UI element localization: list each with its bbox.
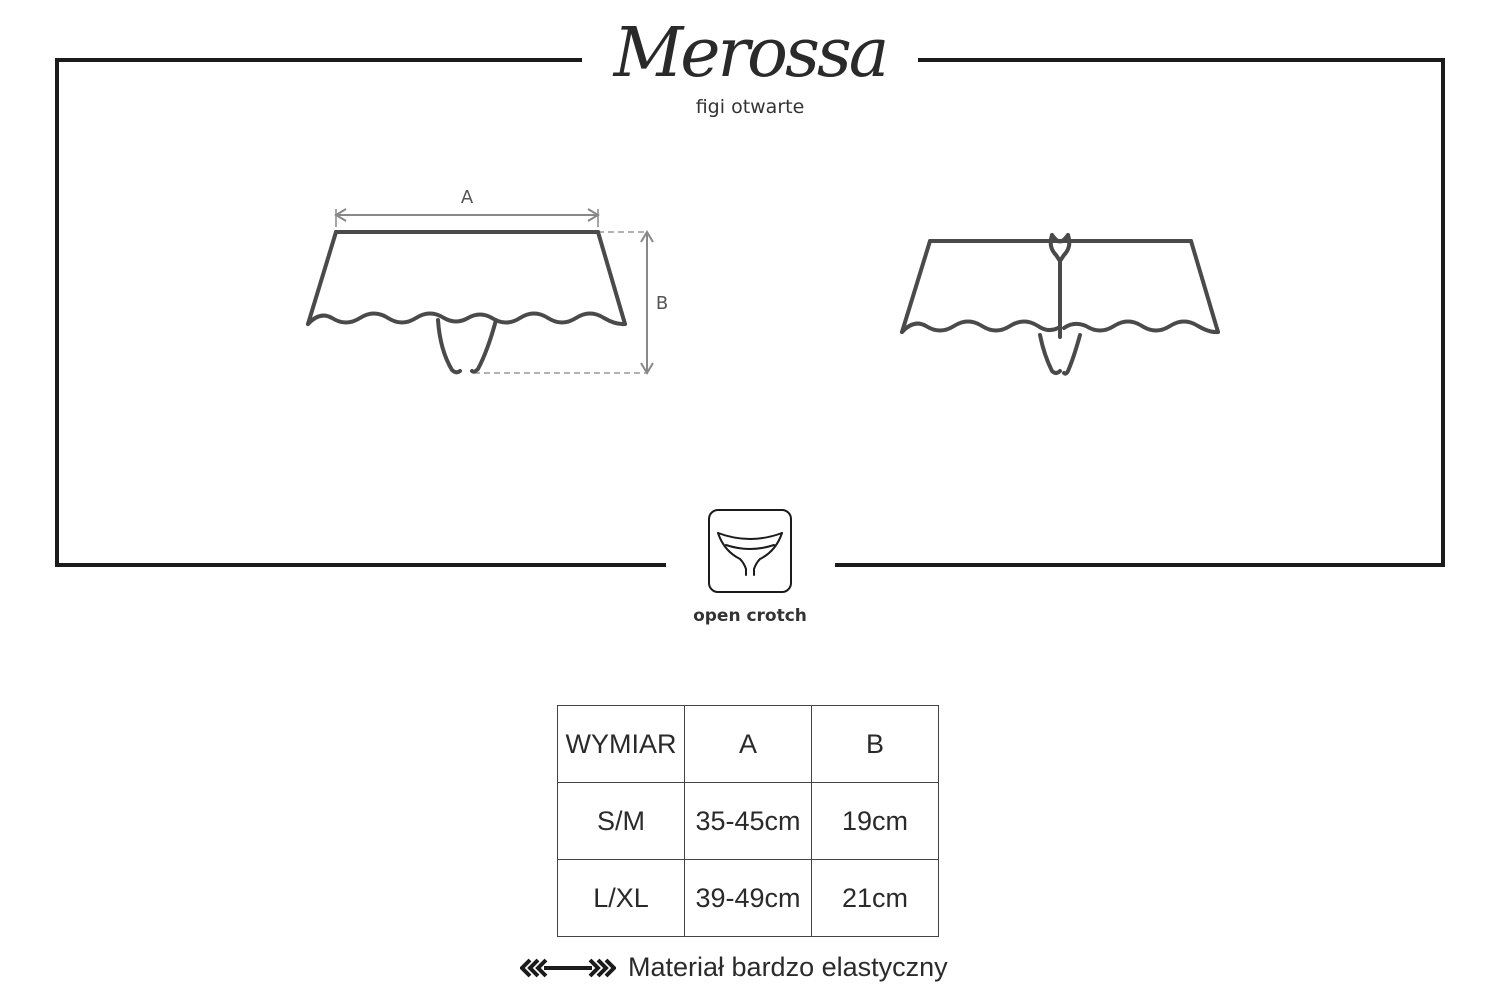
table-cell: 19cm xyxy=(812,783,939,860)
brand-header xyxy=(590,0,910,130)
table-cell: 35-45cm xyxy=(685,783,812,860)
dimension-b xyxy=(474,232,668,373)
table-cell: L/XL xyxy=(558,860,685,937)
frame-top-left xyxy=(55,58,582,62)
size-table xyxy=(557,705,939,937)
table-header-cell: B xyxy=(812,706,939,783)
front-view-drawing xyxy=(290,175,690,390)
dimension-a-label: A xyxy=(460,187,474,208)
elasticity-note xyxy=(520,948,1000,988)
table-row xyxy=(558,783,939,860)
table-header-row xyxy=(558,706,939,783)
table-row xyxy=(558,860,939,937)
table-header-cell: A xyxy=(685,706,812,783)
brand-logo: Merossa xyxy=(613,14,887,93)
frame-bottom-left xyxy=(55,563,666,567)
table-cell: 39-49cm xyxy=(685,860,812,937)
briefs-front-outline xyxy=(308,232,625,372)
frame-left xyxy=(55,58,59,567)
open-crotch-label: open crotch xyxy=(693,606,807,626)
back-view-drawing xyxy=(890,225,1235,385)
briefs-back-outline xyxy=(902,235,1218,374)
dimension-a xyxy=(336,187,598,227)
dimension-b-label: B xyxy=(655,293,669,314)
open-crotch-icon xyxy=(708,509,792,593)
frame-top-right xyxy=(918,58,1445,62)
briefs-icon xyxy=(710,511,789,590)
frame-bottom-right xyxy=(835,563,1445,567)
product-subtitle: figi otwarte xyxy=(695,96,805,118)
stretch-arrows-icon xyxy=(520,948,616,988)
elasticity-note-text: Materiał bardzo elastyczny xyxy=(628,952,948,982)
table-header-cell: WYMIAR xyxy=(558,706,685,783)
table-cell: 21cm xyxy=(812,860,939,937)
table-cell: S/M xyxy=(558,783,685,860)
frame-right xyxy=(1441,58,1445,567)
